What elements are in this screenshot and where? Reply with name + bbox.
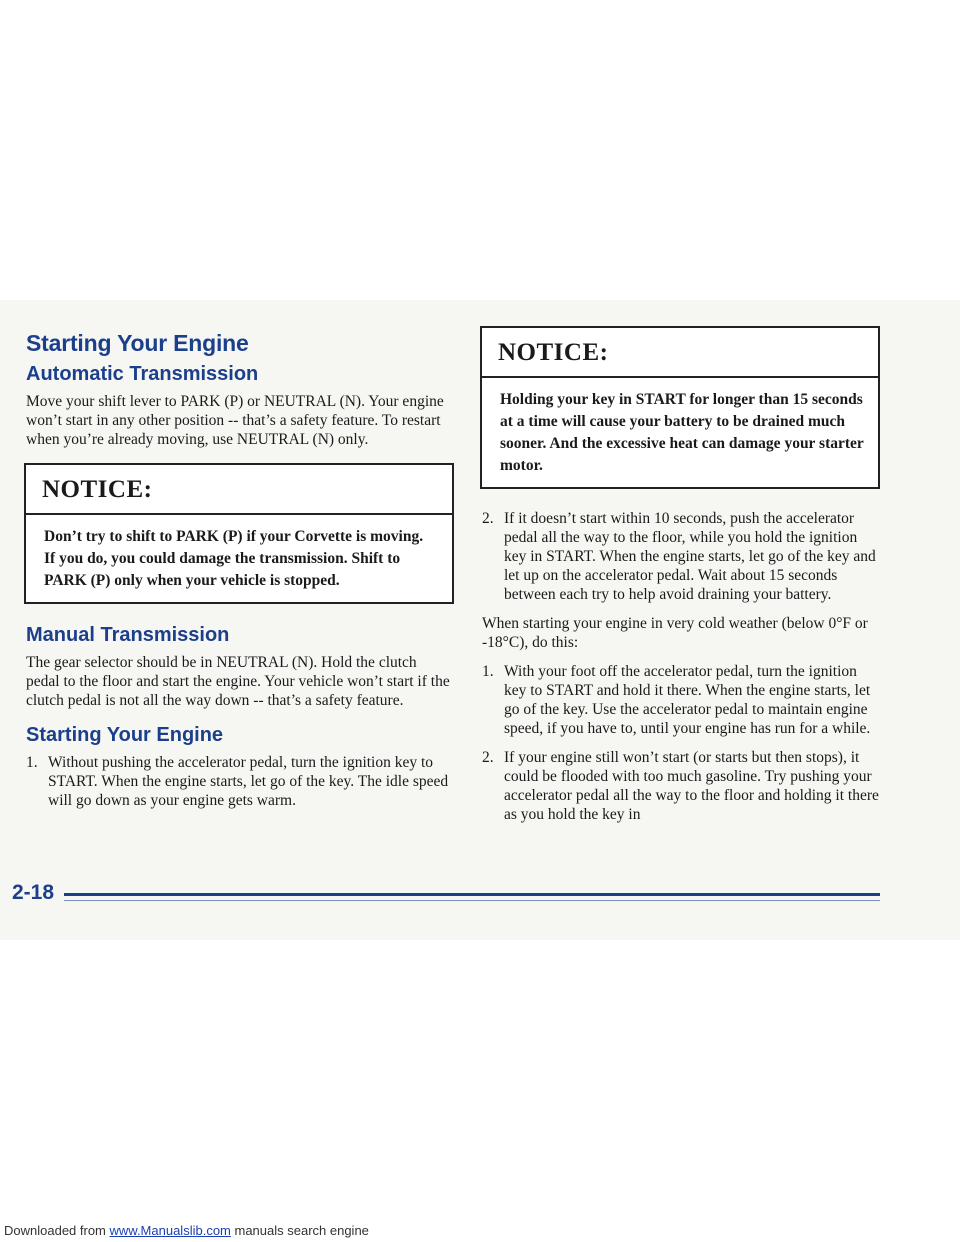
- list-item-number: 1.: [482, 663, 494, 680]
- list-item-text: With your foot off the accelerator pedal, turn the ignition key to START and hold it there. When the engine starts, let go of the key. Use the accelerator pedal to maintain engine speed, if you have to, until your engine has run for a while.: [504, 663, 871, 737]
- download-suffix: manuals search engine: [230, 1223, 369, 1238]
- notice-box-key: [480, 326, 880, 489]
- download-bar: [0, 1223, 960, 1238]
- right-column: [480, 330, 880, 834]
- notice-box-shift: [24, 463, 454, 604]
- list-item: [480, 509, 880, 604]
- automatic-transmission-paragraph: Move your shift lever to PARK (P) or NEUTRAL (N). Your engine won’t start in any other position -- that’s a safety feature. To restart when you’re already moving, use NEUTRAL (N) only.: [26, 393, 444, 448]
- manual-transmission-paragraph: The gear selector should be in NEUTRAL (N). Hold the clutch pedal to the floor and start the engine. Your vehicle won’t start if the clutch pedal is not all the way down -- that’s a safety feature.: [26, 654, 450, 709]
- notice-title: NOTICE:: [482, 328, 878, 378]
- starting-steps-continued: [480, 509, 880, 604]
- list-item-text: If your engine still won’t start (or starts but then stops), it could be flooded with too much gasoline. Try pushing your accelerator pedal all the way to the floor and holding it there as you hold the key in: [504, 749, 879, 823]
- cold-weather-paragraph: When starting your engine in very cold weather (below 0°F or -18°C), do this:: [482, 615, 868, 651]
- footer-rule: [64, 893, 880, 896]
- list-item: [480, 748, 880, 824]
- left-column: [24, 330, 454, 820]
- starting-engine-heading: Starting Your Engine: [26, 724, 224, 746]
- list-item: [24, 753, 454, 810]
- starting-steps-list: [24, 753, 454, 810]
- list-item: [480, 662, 880, 738]
- notice-body: Holding your key in START for longer than 15 seconds at a time will cause your battery to be drained much sooner. And the excessive heat can damage your starter motor.: [500, 391, 864, 474]
- automatic-transmission-heading: Automatic Transmission: [26, 363, 259, 385]
- list-item-number: 1.: [26, 754, 38, 771]
- download-prefix: Downloaded from: [4, 1223, 110, 1238]
- footer-rule-thin: [64, 900, 880, 901]
- list-item-text: If it doesn’t start within 10 seconds, push the accelerator pedal all the way to the floor, while you hold the ignition key in START. When the engine starts, let go of the key and let up on the accelerator pedal. Wait about 15 seconds between each try to help avoid draining your battery.: [504, 510, 876, 603]
- manualslib-link[interactable]: www.Manualslib.com: [109, 1223, 231, 1238]
- list-item-text: Without pushing the accelerator pedal, turn the ignition key to START. When the engine starts, let go of the key. The idle speed will go down as your engine gets warm.: [48, 754, 449, 809]
- notice-body: Don’t try to shift to PARK (P) if your Corvette is moving. If you do, you could damage the transmission. Shift to PARK (P) only when your vehicle is stopped.: [44, 528, 424, 589]
- page-number: 2-18: [12, 881, 55, 904]
- section-title: Starting Your Engine: [26, 330, 249, 356]
- list-item-number: 2.: [482, 749, 494, 766]
- manual-transmission-heading: Manual Transmission: [26, 624, 230, 646]
- notice-title: NOTICE:: [26, 465, 452, 515]
- cold-weather-steps-list: [480, 662, 880, 824]
- list-item-number: 2.: [482, 510, 494, 527]
